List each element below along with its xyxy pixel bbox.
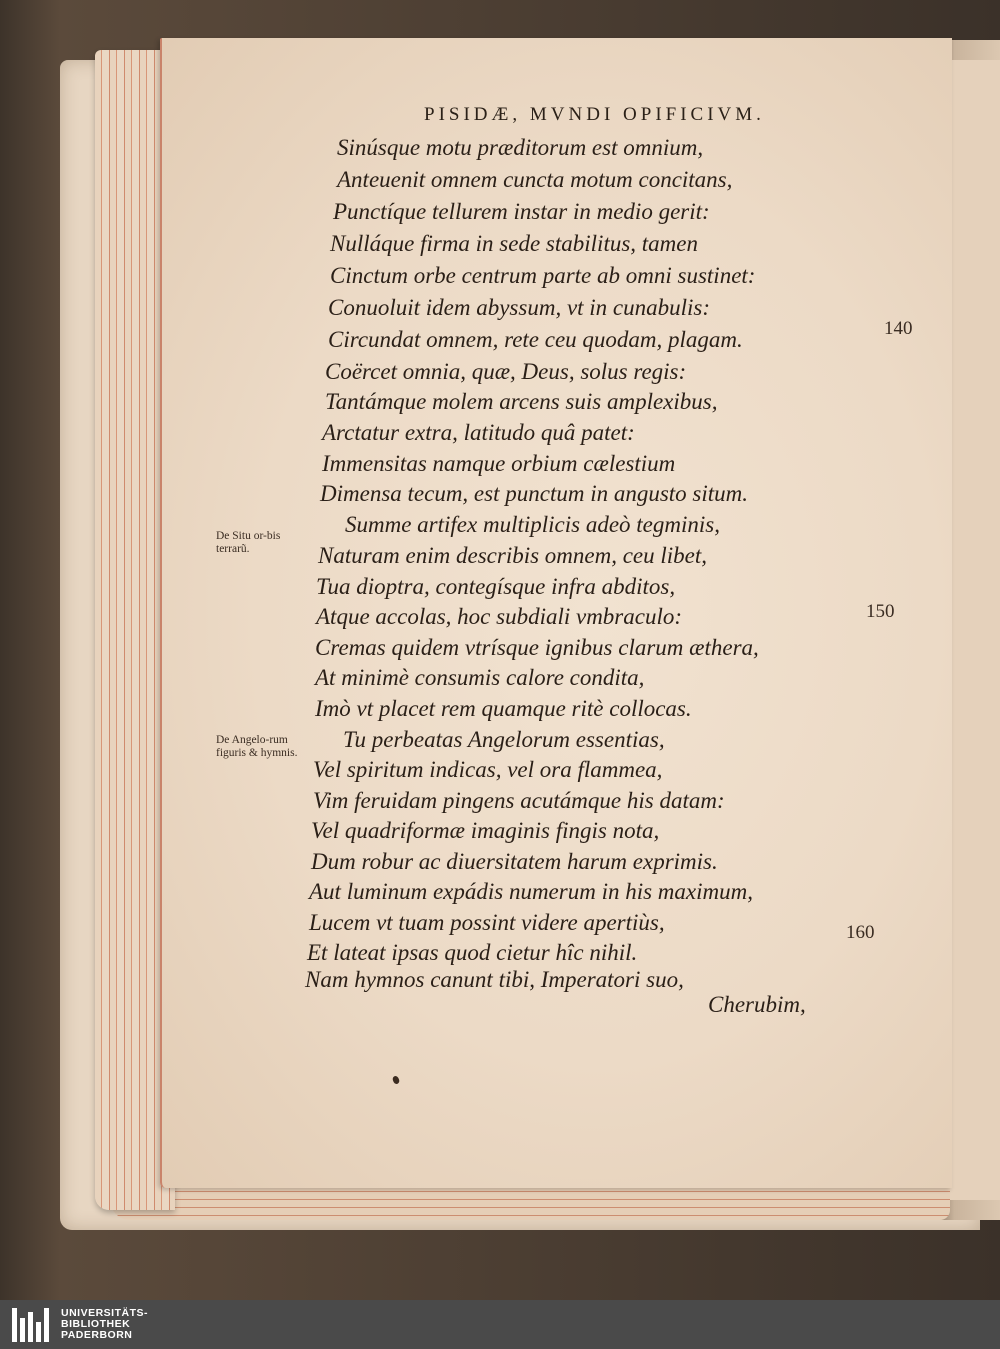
verse-line: Tua dioptra, contegísque infra abditos,: [316, 574, 676, 599]
library-footer: [0, 1300, 1000, 1349]
running-head: PISIDÆ, MVNDI OPIFICIVM.: [424, 104, 765, 125]
verse-line: Aut luminum expádis numerum in his maximum,: [309, 879, 753, 904]
verse-line: Punctíque tellurem instar in medio gerit:: [333, 199, 710, 224]
library-name: [61, 1308, 148, 1341]
verse-line: Anteuenit omnem cuncta motum concitans,: [337, 167, 733, 192]
library-name-line: PADERBORN: [61, 1329, 133, 1341]
verse-line: Dum robur ac diuersitatem harum exprimis.: [311, 849, 718, 874]
verse-line: Circundat omnem, rete ceu quodam, plagam.: [328, 327, 743, 352]
verse-line: Cinctum orbe centrum parte ab omni sustinet:: [330, 263, 756, 288]
verse-line: Sinúsque motu præditorum est omnium,: [337, 135, 704, 160]
verse-line: At minimè consumis calore condita,: [315, 665, 645, 690]
catchword: Cherubim,: [708, 992, 806, 1017]
verse-line: Et lateat ipsas quod cietur hîc nihil.: [307, 940, 638, 965]
verse-line: Immensitas namque orbium cælestium: [322, 451, 676, 476]
verse-line: Dimensa tecum, est punctum in angusto situm.: [320, 481, 749, 506]
marginal-note-situ: De Situ or-bis terrarũ.: [216, 530, 281, 555]
verse-line: Naturam enim describis omnem, ceu libet,: [318, 543, 708, 568]
verse-line: Tantámque molem arcens suis amplexibus,: [325, 389, 718, 414]
verse-line: Lucem vt tuam possint videre apertiùs,: [309, 910, 665, 935]
verse-line: Vel spiritum indicas, vel ora flammea,: [313, 757, 663, 782]
verse-line: Arctatur extra, latitudo quâ patet:: [322, 420, 635, 445]
line-number: 140: [884, 318, 913, 339]
verse-line: Tu perbeatas Angelorum essentias,: [343, 727, 665, 752]
verse-line: Coërcet omnia, quæ, Deus, solus regis:: [325, 359, 687, 384]
line-number: 150: [866, 601, 895, 622]
verse-line: Cremas quidem vtrísque ignibus clarum æthera,: [315, 635, 759, 660]
verse-line: Summe artifex multiplicis adeò tegminis,: [345, 512, 720, 537]
library-logo-icon: [12, 1308, 49, 1342]
verse-line: Conuoluit idem abyssum, vt in cunabulis:: [328, 295, 711, 320]
marginal-note-angelorum: De Angelo-rum figuris & hymnis.: [216, 734, 298, 759]
library-name-line: UNIVERSITÄTS-: [61, 1307, 149, 1319]
library-name-line: BIBLIOTHEK: [61, 1318, 131, 1330]
verse-line: Imò vt placet rem quamque ritè collocas.: [315, 696, 692, 721]
verse-line: Vim feruidam pingens acutámque his datam:: [313, 788, 725, 813]
line-number: 160: [846, 922, 875, 943]
verse-line: Nulláque firma in sede stabilitus, tamen: [330, 231, 698, 256]
verse-line: Atque accolas, hoc subdiali vmbraculo:: [316, 604, 683, 629]
verse-line: Nam hymnos canunt tibi, Imperatori suo,: [305, 967, 684, 992]
verse-line: Vel quadriformæ imaginis fingis nota,: [311, 818, 660, 843]
